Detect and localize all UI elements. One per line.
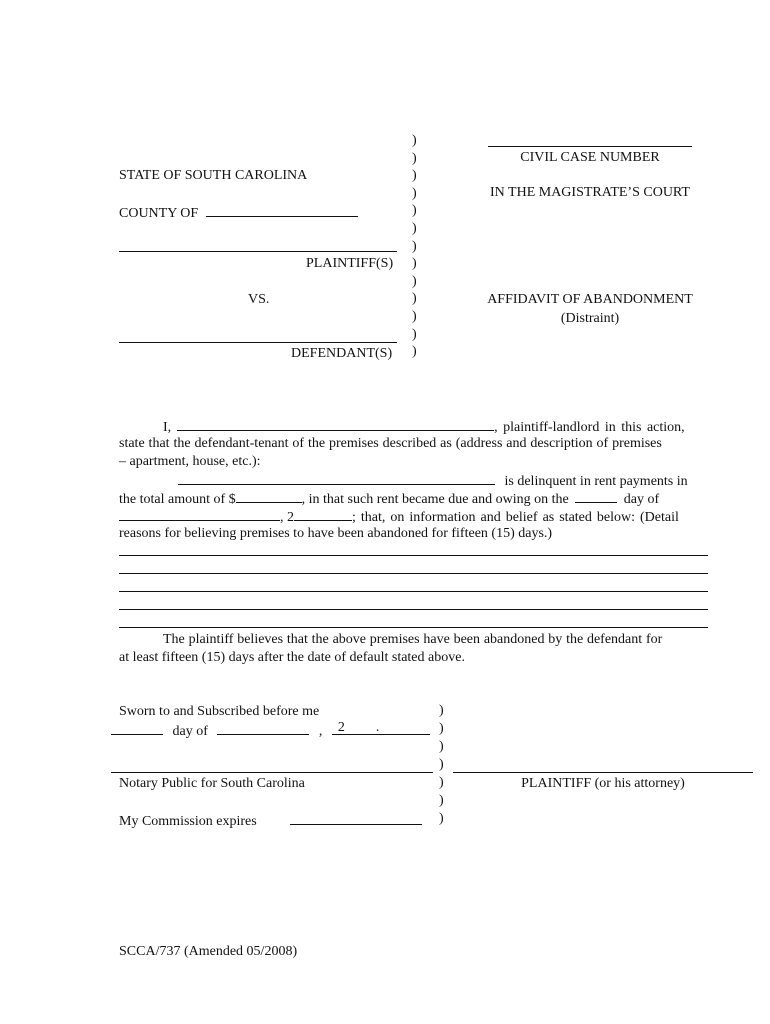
paren: ) [412,238,417,254]
paren: ) [412,185,417,201]
paren: ) [439,775,444,790]
case-number-line[interactable] [488,146,692,147]
due-month-field[interactable] [119,508,280,521]
paren: ) [412,291,417,307]
paren: ) [439,757,444,772]
paren: ) [439,721,444,736]
abandonment-statement-cont: at least fifteen (15) days after the date of default stated above. [119,650,465,665]
versus-label: VS. [248,292,270,307]
delinquent-text: is delinquent in rent payments in [504,474,688,489]
premises-statement: state that the defendant-tenant of the premises described as (address and description of premises [119,436,662,451]
paren: ) [412,326,417,342]
plaintiff-signature-label: PLAINTIFF (or his attorney) [521,776,685,791]
paren: ) [412,150,417,166]
notary-label: Notary Public for South Carolina [119,776,305,791]
commission-label [119,812,422,830]
case-number-label: CIVIL CASE NUMBER [520,150,660,165]
reason-line[interactable] [119,555,708,556]
paren: ) [412,256,417,272]
sworn-date-line [111,722,430,740]
paren: ) [412,168,417,184]
court-label: IN THE MAGISTRATE’S COURT [490,185,690,200]
paren: ) [439,703,444,718]
delinquent-line [178,472,688,490]
paren: ) [412,344,417,360]
county-text: COUNTY OF [119,206,199,221]
state-label: STATE OF SOUTH CAROLINA [119,168,308,183]
paren: ) [412,133,417,148]
due-day-field[interactable] [575,490,617,503]
day-of-text: day of [623,492,660,507]
reason-line[interactable] [119,609,708,610]
year-prefix: , 2 [280,510,294,525]
reason-line[interactable] [119,573,708,574]
sworn-year-field[interactable] [332,722,430,735]
due-year-field[interactable] [294,508,352,521]
plaintiff-name-line[interactable] [119,251,397,252]
sworn-month-field[interactable] [217,722,309,735]
sworn-day-field[interactable] [111,722,163,735]
paren: ) [412,220,417,236]
date-line [119,508,679,526]
belief-text: ; that, on information and belief as stated below: (Detail [352,510,679,525]
caption-parentheses [412,132,417,361]
sworn-label: Sworn to and Subscribed before me [119,704,320,719]
signature-parentheses [439,702,444,828]
defendant-name-line[interactable] [119,342,397,343]
sworn-year-prefix: 2 [337,720,345,735]
paren: ) [439,811,444,826]
abandonment-statement: The plaintiff believes that the above premises have been abandoned by the defendant for [163,632,663,647]
defendant-label: DEFENDANT(S) [291,346,393,361]
amount-field[interactable] [236,490,302,503]
reason-line[interactable] [119,627,708,628]
due-text: , in that such rent became due and owing on the [301,492,569,507]
commission-expiry-field[interactable] [290,812,422,825]
paren: ) [412,273,417,289]
amount-text: the total amount of $ [119,492,236,507]
affiant-line [163,418,685,436]
affiant-role: , plaintiff-landlord in this action, [494,420,685,435]
document-title: AFFIDAVIT OF ABANDONMENT [487,292,693,307]
paren: ) [412,203,417,219]
premises-address-field[interactable] [178,472,495,485]
premises-examples: – apartment, house, etc.): [119,454,261,469]
paren: ) [439,793,444,808]
reason-line[interactable] [119,591,708,592]
sworn-comma: , [318,724,323,739]
reasons-instruction: reasons for believing premises to have been abandoned for fifteen (15) days.) [119,526,553,541]
paren: ) [412,308,417,324]
affiant-i: I, [163,420,172,435]
commission-text: My Commission expires [119,814,257,829]
plaintiff-signature-line[interactable] [453,772,753,773]
form-id: SCCA/737 (Amended 05/2008) [119,944,298,959]
county-field[interactable] [206,204,358,217]
document-subtitle: (Distraint) [560,311,620,326]
paren: ) [439,739,444,754]
affiant-name-field[interactable] [177,418,494,431]
notary-signature-line[interactable] [111,772,433,773]
county-label [119,204,358,222]
amount-line [119,490,659,508]
sworn-period: . [375,720,380,735]
sworn-day-of: day of [172,724,208,739]
plaintiff-label: PLAINTIFF(S) [306,256,394,271]
